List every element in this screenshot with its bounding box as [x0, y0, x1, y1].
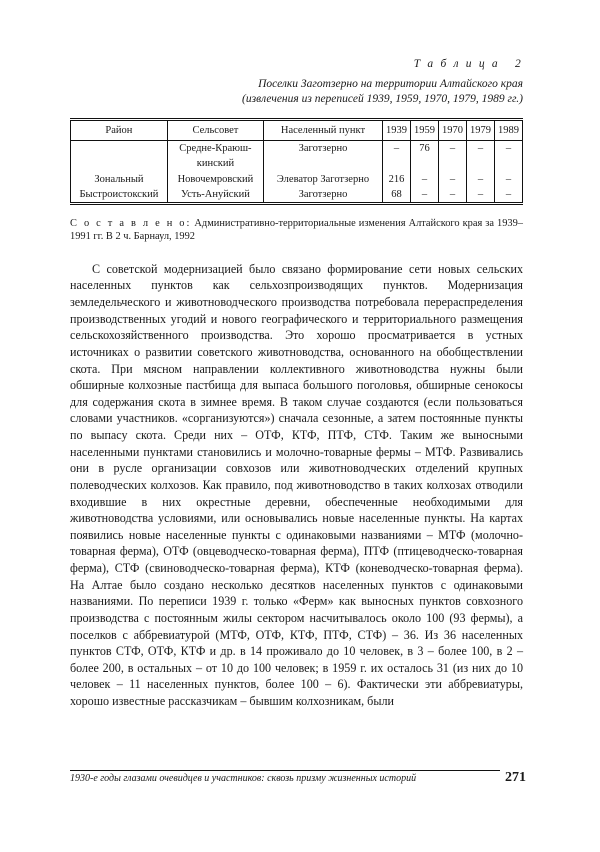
- table-row: [71, 187, 523, 202]
- table-container: [70, 118, 523, 205]
- column-header-1989: 1989: [494, 121, 522, 141]
- page-content: [70, 58, 523, 722]
- cell-raion: Зональный: [71, 172, 168, 187]
- footer-rule: [70, 770, 500, 771]
- cell-1970: –: [438, 141, 466, 157]
- column-header-1979: 1979: [466, 121, 494, 141]
- cell-1939: 68: [382, 187, 410, 202]
- cell-1939-empty: [382, 156, 410, 171]
- cell-1989: –: [494, 187, 522, 202]
- table-row: [71, 141, 523, 157]
- cell-selsovet-wrap: кинский: [167, 156, 263, 171]
- cell-1989: –: [494, 141, 522, 157]
- cell-punkt-empty: [264, 156, 383, 171]
- cell-punkt: Элеватор Заготзерно: [264, 172, 383, 187]
- table-title-line-2: (извлечения из переписей 1939, 1959, 1970, 1979, 1989 гг.): [242, 93, 523, 105]
- running-title: 1930-е годы глазами очевидцев и участников: сквозь призму жизненных историй: [70, 773, 420, 784]
- table-title-line-1: Поселки Заготзерно на территории Алтайского края: [258, 78, 523, 90]
- cell-selsovet: Средне-Краюш-: [167, 141, 263, 157]
- cell-1959: –: [410, 187, 438, 202]
- table-row: [71, 172, 523, 187]
- table-header-row: [71, 121, 523, 141]
- column-header-1939: 1939: [382, 121, 410, 141]
- table-header: [71, 121, 523, 141]
- cell-selsovet: Новочемровский: [167, 172, 263, 187]
- cell-raion-empty: [71, 141, 168, 172]
- cell-1989-empty: [494, 156, 522, 171]
- cell-raion: Быстроистокский: [71, 187, 168, 202]
- cell-selsovet: Усть-Ануйский: [167, 187, 263, 202]
- column-header-punkt: Населенный пункт: [264, 121, 383, 141]
- cell-1970-empty: [438, 156, 466, 171]
- cell-punkt: Заготзерно: [264, 187, 383, 202]
- cell-1979: –: [466, 141, 494, 157]
- cell-1979: –: [466, 187, 494, 202]
- cell-1939: –: [382, 141, 410, 157]
- table-title: [70, 77, 523, 107]
- cell-1989: –: [494, 172, 522, 187]
- cell-1939: 216: [382, 172, 410, 187]
- cell-1979: –: [466, 172, 494, 187]
- table-body: [71, 141, 523, 202]
- table-caption-block: [70, 58, 523, 107]
- column-header-raion: Район: [71, 121, 168, 141]
- column-header-selsovet: Сельсовет: [167, 121, 263, 141]
- body-paragraph: С советской модернизацией было связано формирование сети новых сельских населенных пунктов как сельхозпроизводящих пунктов. Модернизация земледельческого и животноводческого производства потребовала перераспределения производственных угодий и нового географического и территориального размещения сельскохозяйственного производства. Это хорошо просматривается в устных источниках о развитии советского животноводства, основанного на обобществлении скота. При мясном направлении коллективного животноводства нужны были обширные колхозные пастбища для выпаса большого поголовья, обширные сенокосы для содержания скота в зимнее время. В таком случае создаются (если пользоваться словами участников. «сорганизуются») сначала сезонные, а затем постоянные пункты по выпасу скота. Среди них – ОТФ, КТФ, ПТФ, СТФ. Таким же выносными населенными пунктами становились и молочно-товарные фермы – МТФ. Развивались они в русле организации совхозов или животноводческих отделений крупных полеводческих колхозов. Как правило, под животноводство в таких колхозах отводили входившие в них окрестные деревни, обеспеченные необходимыми для животноводства условиями, или основывались новые населенные пункты. На картах появились новые населенные пункты с одинаковыми названиями – МТФ (молочно-товарная ферма), ОТФ (овцеводческо-товарная ферма), ПТФ (птицеводческо-товарная ферма), СТФ (свиноводческо-товарная ферма), КТФ (коневодческо-товарная ферма). На Алтае было создано несколько десятков населенных пунктов с одинаковыми названиями. По переписи 1939 г. только «Ферм» как выносных пунктов совхозного производства с постоянным жилы сектором насчитывалось около 100 (93 фермы), а поселков с аббревиатурой (МТФ, ОТФ, КТФ, ПТФ, СТФ) – 36. Из 36 населенных пунктов СТФ, ОТФ, КТФ и др. в 14 проживало до 10 человек, в 3 – более 100, в 2 – более 200, в остальных – от 10 до 100 человек; в 1959 г. их осталось 31 (из них до 10 человек – 11 населенных пунктов, более 100 – 6). Фактически эти аббревиатуры, хорошо известные рассказчикам – бывшим колхозникам, были: [70, 261, 523, 709]
- page-number: 271: [505, 770, 526, 785]
- source-text: Административно-территориальные изменения Алтайского края за 1939–1991 гг. В 2 ч. Барнаул, 1992: [70, 218, 523, 243]
- cell-1979-empty: [466, 156, 494, 171]
- source-label: С о с т а в л е н о:: [70, 218, 192, 230]
- column-header-1970: 1970: [438, 121, 466, 141]
- settlements-table: [70, 121, 523, 202]
- cell-1959-empty: [410, 156, 438, 171]
- cell-1959: 76: [410, 141, 438, 157]
- cell-1970: –: [438, 187, 466, 202]
- cell-1959: –: [410, 172, 438, 187]
- table-number-label: Т а б л и ц а 2: [413, 58, 523, 70]
- column-header-1959: 1959: [410, 121, 438, 141]
- cell-punkt: Заготзерно: [264, 141, 383, 157]
- cell-1970: –: [438, 172, 466, 187]
- table-source-note: [70, 217, 523, 244]
